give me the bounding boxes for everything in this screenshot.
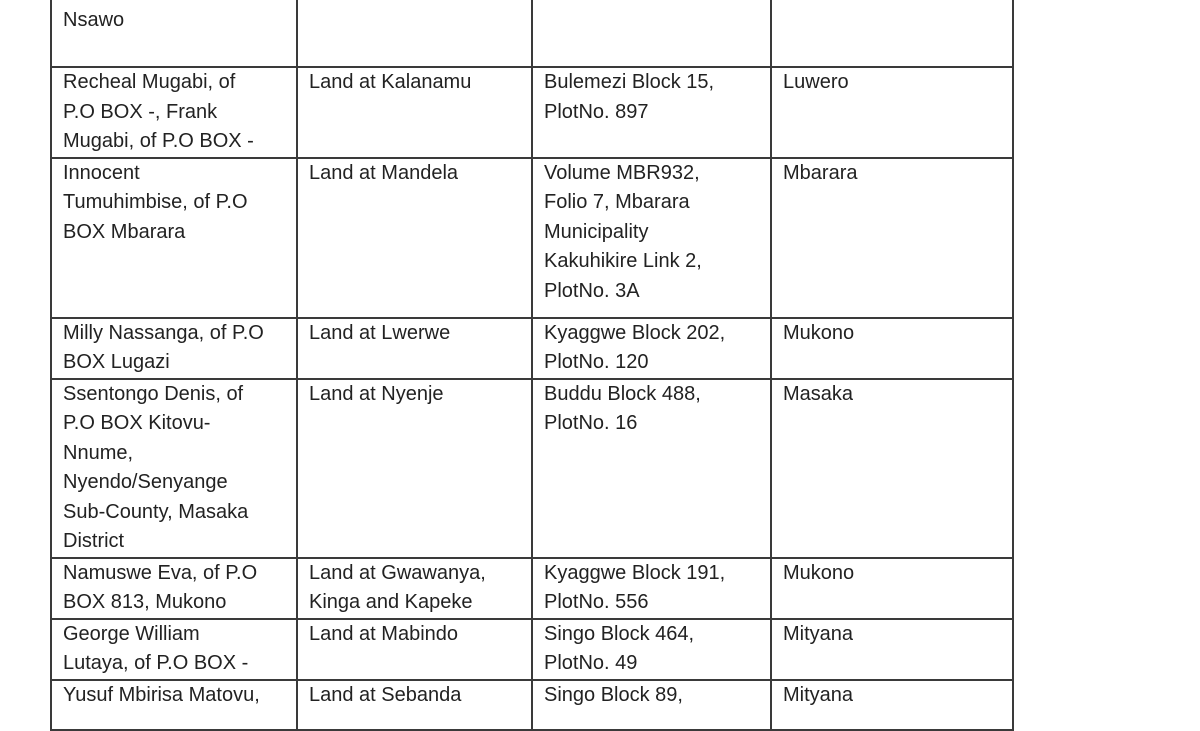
owner-cell [51,558,297,619]
title-cell [532,158,771,318]
district-cell [771,680,1013,730]
district-text: Mukono [783,561,855,584]
owner-text: George William Lutaya, of P.O BOX - [63,622,249,674]
owner-text: Innocent Tumuhimbise, of P.O BOX Mbarara [63,161,248,243]
district-text: Mbarara [783,161,858,184]
table-row [51,318,1013,379]
district-cell [771,158,1013,318]
description-cell [297,379,532,558]
district-text: Mityana [783,683,854,706]
title-cell [532,619,771,680]
title-cell [532,379,771,558]
title-cell [532,680,771,730]
description-cell [297,158,532,318]
description-text: Land at Lwerwe [309,321,451,344]
owner-cell [51,158,297,318]
title-text: Singo Block 464, PlotNo. 49 [544,622,695,674]
description-text: Land at Sebanda [309,683,462,706]
owner-text: Ssentongo Denis, of P.O BOX Kitovu- Nnume, Nyendo/Senyange Sub-County, Masaka District [63,382,249,552]
table-row [51,67,1013,158]
owner-text: Milly Nassanga, of P.O BOX Lugazi [63,321,264,373]
title-text: Buddu Block 488, PlotNo. 16 [544,382,701,434]
owner-cell [51,67,297,158]
district-cell [771,558,1013,619]
title-text: Singo Block 89, [544,683,683,706]
table-row [51,619,1013,680]
title-cell [532,0,771,67]
owner-text: Yusuf Mbirisa Matovu, [63,683,260,706]
description-cell [297,67,532,158]
description-text: Land at Mabindo [309,622,459,645]
table-row [51,680,1013,730]
district-cell [771,0,1013,67]
owner-text: Namuswe Eva, of P.O BOX 813, Mukono [63,561,258,613]
district-text: Masaka [783,382,854,405]
district-text: Mukono [783,321,855,344]
land-register-table [50,0,1014,731]
district-cell [771,318,1013,379]
owner-cell [51,379,297,558]
table-row [51,158,1013,318]
title-text: Volume MBR932, Folio 7, Mbarara Municipality Kakuhikire Link 2, PlotNo. 3A [544,161,702,302]
description-text: Land at Mandela [309,161,459,184]
description-cell [297,619,532,680]
district-cell [771,67,1013,158]
district-text: Luwero [783,71,849,93]
title-cell [532,318,771,379]
description-cell [297,558,532,619]
district-cell [771,619,1013,680]
title-cell [532,67,771,158]
owner-cell [51,0,297,67]
description-cell [297,318,532,379]
title-text: Kyaggwe Block 202, PlotNo. 120 [544,321,726,373]
owner-text: Nsawo [63,8,125,31]
table-row [51,0,1013,67]
owner-text: Recheal Mugabi, of P.O BOX -, Frank Mugabi, of P.O BOX - [63,71,254,152]
owner-cell [51,680,297,730]
table-row [51,558,1013,619]
owner-cell [51,619,297,680]
description-cell [297,680,532,730]
description-text: Land at Kalanamu [309,71,472,93]
description-text: Land at Nyenje [309,382,444,405]
description-text: Land at Gwawanya, Kinga and Kapeke [309,561,486,613]
title-cell [532,558,771,619]
owner-cell [51,318,297,379]
district-text: Mityana [783,622,854,645]
district-cell [771,379,1013,558]
table-row [51,379,1013,558]
description-cell [297,0,532,67]
title-text: Kyaggwe Block 191, PlotNo. 556 [544,561,726,613]
title-text: Bulemezi Block 15, PlotNo. 897 [544,71,715,123]
